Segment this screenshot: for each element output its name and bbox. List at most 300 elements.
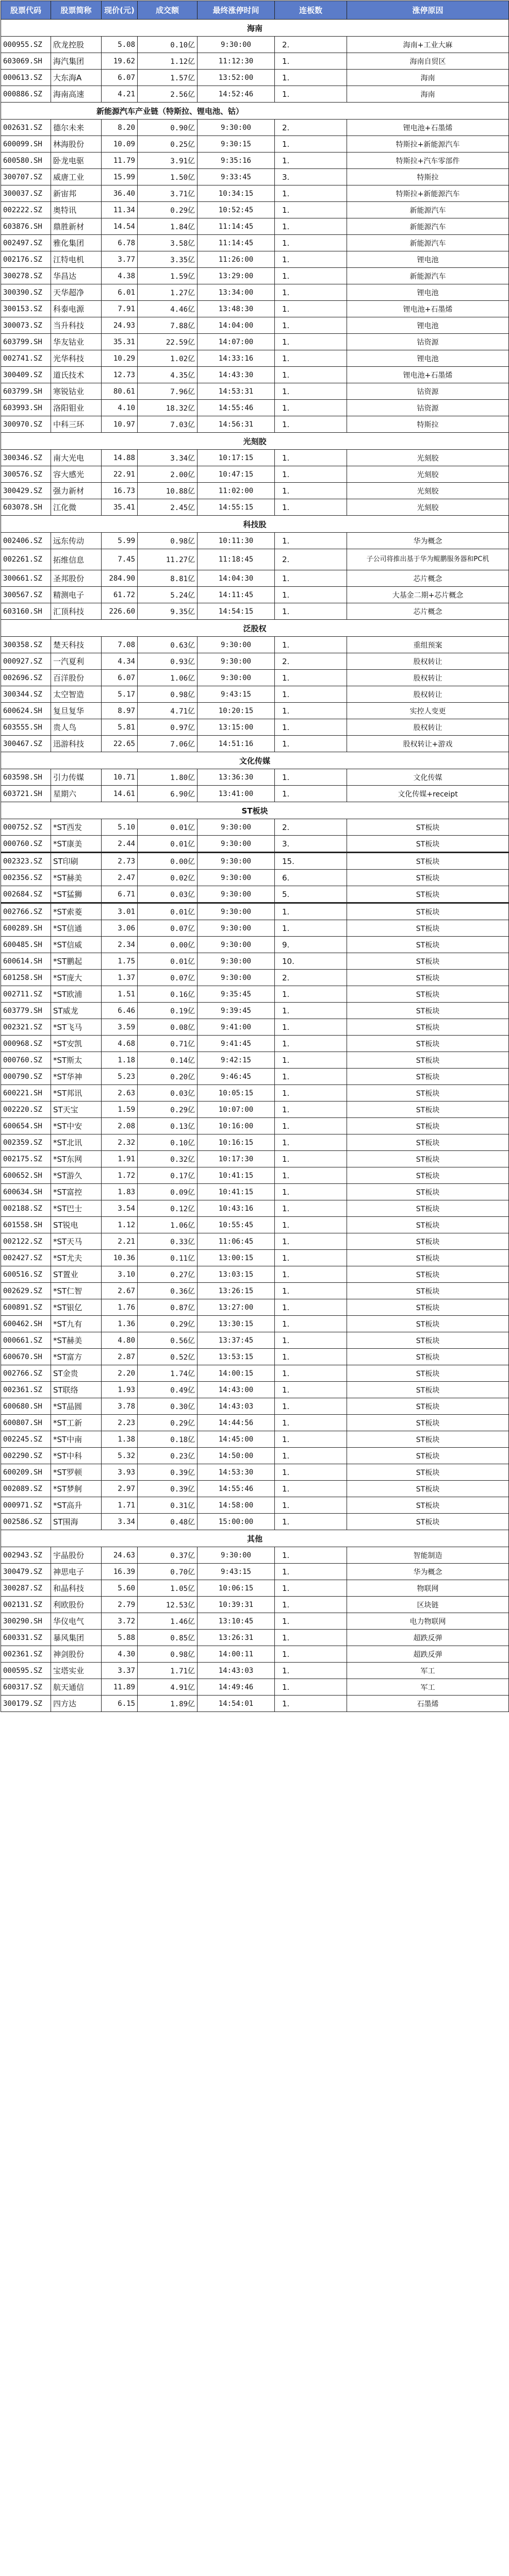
final-limit-time-cell: 13:15:00 [198,719,275,736]
limit-reason-cell: 大基金二期+芯片概念 [347,587,509,603]
final-limit-time-cell: 10:47:15 [198,466,275,483]
stock-name-cell: 科泰电源 [51,301,102,317]
final-limit-time-cell: 9:30:00 [198,853,275,870]
current-price-cell: 24.93 [102,317,138,334]
stock-code-cell: 002089.SZ [1,1481,51,1497]
stock-name-cell: 鼎胜新材 [51,218,102,235]
final-limit-time-cell: 13:26:31 [198,1630,275,1646]
stock-name-cell: 一汽夏利 [51,653,102,670]
limit-reason-cell: ST板块 [347,1200,509,1217]
turnover-cell: 0.63亿 [138,637,198,653]
turnover-cell: 1.06亿 [138,1217,198,1233]
stock-code-cell: 300576.SZ [1,466,51,483]
consecutive-boards-cell: 15. [275,853,347,870]
stock-code-cell: 600099.SH [1,136,51,152]
consecutive-boards-cell: 1. [275,235,347,251]
table-row [1,1382,509,1398]
limit-reason-cell: ST板块 [347,1184,509,1200]
limit-reason-cell: ST板块 [347,1514,509,1530]
turnover-cell: 0.00亿 [138,853,198,870]
final-limit-time-cell: 11:18:45 [198,549,275,570]
limit-reason-cell: 海南 [347,70,509,86]
turnover-cell: 4.35亿 [138,367,198,383]
consecutive-boards-cell: 1. [275,1052,347,1069]
final-limit-time-cell: 10:06:15 [198,1580,275,1597]
current-price-cell: 8.97 [102,703,138,719]
current-price-cell: 1.59 [102,1101,138,1118]
stock-code-cell: 600221.SH [1,1085,51,1101]
turnover-cell: 1.27亿 [138,284,198,301]
turnover-cell: 0.29亿 [138,1316,198,1332]
limit-reason-cell: ST板块 [347,1365,509,1382]
limit-reason-cell: 新能源汽车 [347,268,509,284]
limit-reason-cell: ST板块 [347,1069,509,1085]
stock-code-cell: 002361.SZ [1,1646,51,1663]
section-title: 光刻胶 [1,433,509,450]
current-price-cell: 24.63 [102,1547,138,1564]
current-price-cell: 4.38 [102,268,138,284]
stock-code-cell: 300287.SZ [1,1580,51,1597]
consecutive-boards-cell: 6. [275,870,347,886]
table-row [1,853,509,870]
table-row [1,284,509,301]
final-limit-time-cell: 13:26:15 [198,1283,275,1299]
current-price-cell: 6.71 [102,886,138,903]
stock-code-cell: 300037.SZ [1,185,51,202]
table-row [1,1200,509,1217]
stock-name-cell: 神思电子 [51,1564,102,1580]
limit-reason-cell: 锂电池 [347,350,509,367]
limit-reason-cell: ST板块 [347,819,509,836]
current-price-cell: 2.63 [102,1085,138,1101]
stock-name-cell: ST印刷 [51,853,102,870]
table-row [1,268,509,284]
stock-code-cell: 300073.SZ [1,317,51,334]
final-limit-time-cell: 14:04:00 [198,317,275,334]
limit-reason-cell: 锂电池 [347,284,509,301]
stock-name-cell: 利欧股份 [51,1597,102,1613]
stock-code-cell: 002321.SZ [1,1019,51,1036]
stock-code-cell: 603598.SH [1,769,51,786]
stock-name-cell: *ST天马 [51,1233,102,1250]
table-row [1,1349,509,1365]
turnover-cell: 1.71亿 [138,1663,198,1679]
final-limit-time-cell: 9:46:45 [198,1069,275,1085]
section-header-row [1,103,509,120]
turnover-cell: 0.00亿 [138,937,198,953]
header-price: 现价(元) [102,1,138,20]
limit-reason-cell: 军工 [347,1663,509,1679]
limit-reason-cell: 股权转让+游戏 [347,736,509,752]
current-price-cell: 2.67 [102,1283,138,1299]
turnover-cell: 2.45亿 [138,499,198,516]
limit-reason-cell: 锂电池+石墨烯 [347,301,509,317]
consecutive-boards-cell: 1. [275,268,347,284]
current-price-cell: 2.73 [102,853,138,870]
limit-reason-cell: 光刻胶 [347,483,509,499]
table-row [1,37,509,53]
table-row [1,218,509,235]
stock-code-cell: 603799.SH [1,383,51,400]
consecutive-boards-cell: 1. [275,499,347,516]
stock-name-cell: *ST梦舸 [51,1481,102,1497]
final-limit-time-cell: 13:48:30 [198,301,275,317]
limit-reason-cell: 光刻胶 [347,466,509,483]
consecutive-boards-cell: 1. [275,1481,347,1497]
table-row [1,202,509,218]
limit-reason-cell: 文化传媒 [347,769,509,786]
stock-name-cell: 江特电机 [51,251,102,268]
current-price-cell: 2.20 [102,1365,138,1382]
table-row [1,603,509,620]
final-limit-time-cell: 14:43:03 [198,1398,275,1415]
stock-code-cell: 000760.SZ [1,836,51,853]
stock-code-cell: 300346.SZ [1,450,51,466]
limit-reason-cell: 海南+工业大麻 [347,37,509,53]
table-row [1,1398,509,1415]
final-limit-time-cell: 14:52:46 [198,86,275,103]
limit-reason-cell: ST板块 [347,1283,509,1299]
final-limit-time-cell: 14:00:15 [198,1365,275,1382]
table-row [1,483,509,499]
table-row [1,1332,509,1349]
table-row [1,152,509,169]
stock-code-cell: 600516.SZ [1,1266,51,1283]
consecutive-boards-cell: 1. [275,1233,347,1250]
turnover-cell: 0.97亿 [138,719,198,736]
consecutive-boards-cell: 3. [275,836,347,853]
consecutive-boards-cell: 1. [275,367,347,383]
consecutive-boards-cell: 1. [275,637,347,653]
stock-name-cell: *ST尤夫 [51,1250,102,1266]
table-row [1,1365,509,1382]
final-limit-time-cell: 9:30:00 [198,120,275,136]
stock-code-cell: 601558.SH [1,1217,51,1233]
current-price-cell: 16.39 [102,1564,138,1580]
stock-code-cell: 002361.SZ [1,1382,51,1398]
turnover-cell: 3.91亿 [138,152,198,169]
stock-code-cell: 603160.SH [1,603,51,620]
table-row [1,1630,509,1646]
current-price-cell: 3.37 [102,1663,138,1679]
section-header-row [1,752,509,769]
header-code: 股票代码 [1,1,51,20]
consecutive-boards-cell: 1. [275,703,347,719]
turnover-cell: 11.27亿 [138,549,198,570]
section-header-row [1,620,509,637]
table-row [1,1481,509,1497]
final-limit-time-cell: 9:42:15 [198,1052,275,1069]
stock-code-cell: 002943.SZ [1,1547,51,1564]
table-row [1,400,509,416]
consecutive-boards-cell: 1. [275,587,347,603]
table-row [1,251,509,268]
limit-reason-cell: ST板块 [347,1250,509,1266]
final-limit-time-cell: 14:00:11 [198,1646,275,1663]
current-price-cell: 7.45 [102,549,138,570]
turnover-cell: 1.06亿 [138,670,198,686]
turnover-cell: 10.88亿 [138,483,198,499]
limit-reason-cell: 军工 [347,1679,509,1696]
final-limit-time-cell: 9:30:00 [198,953,275,970]
table-row [1,570,509,587]
current-price-cell: 4.10 [102,400,138,416]
current-price-cell: 5.99 [102,533,138,549]
table-row [1,1514,509,1530]
turnover-cell: 7.06亿 [138,736,198,752]
limit-reason-cell: ST板块 [347,1398,509,1415]
limit-reason-cell: 钴资源 [347,383,509,400]
consecutive-boards-cell: 1. [275,1266,347,1283]
consecutive-boards-cell: 1. [275,86,347,103]
final-limit-time-cell: 9:30:00 [198,819,275,836]
stock-name-cell: 当升科技 [51,317,102,334]
table-row [1,450,509,466]
final-limit-time-cell: 9:41:00 [198,1019,275,1036]
turnover-cell: 0.93亿 [138,653,198,670]
final-limit-time-cell: 13:27:00 [198,1299,275,1316]
turnover-cell: 0.18亿 [138,1431,198,1448]
final-limit-time-cell: 14:53:31 [198,383,275,400]
turnover-cell: 0.09亿 [138,1184,198,1200]
consecutive-boards-cell: 9. [275,937,347,953]
final-limit-time-cell: 14:55:46 [198,1481,275,1497]
turnover-cell: 1.50亿 [138,169,198,185]
final-limit-time-cell: 9:30:00 [198,836,275,853]
stock-name-cell: 海汽集团 [51,53,102,70]
current-price-cell: 3.59 [102,1019,138,1036]
table-row [1,653,509,670]
header-final-limit-time: 最终涨停时间 [198,1,275,20]
current-price-cell: 1.71 [102,1497,138,1514]
table-row [1,1646,509,1663]
stock-code-cell: 000661.SZ [1,1332,51,1349]
current-price-cell: 16.73 [102,483,138,499]
stock-name-cell: *ST工新 [51,1415,102,1431]
stock-name-cell: *ST中科 [51,1448,102,1464]
limit-reason-cell: 实控人变更 [347,703,509,719]
stock-code-cell: 600807.SH [1,1415,51,1431]
current-price-cell: 11.89 [102,1679,138,1696]
stock-name-cell: 容大感光 [51,466,102,483]
table-row [1,1036,509,1052]
current-price-cell: 2.23 [102,1415,138,1431]
section-title: 海南 [1,20,509,37]
turnover-cell: 2.00亿 [138,466,198,483]
current-price-cell: 1.12 [102,1217,138,1233]
stock-code-cell: 002188.SZ [1,1200,51,1217]
limit-reason-cell: ST板块 [347,970,509,986]
current-price-cell: 22.91 [102,466,138,483]
turnover-cell: 0.10亿 [138,37,198,53]
stock-name-cell: 道氏技术 [51,367,102,383]
current-price-cell: 226.60 [102,603,138,620]
limit-up-table-sheet [1,1,508,1712]
stock-code-cell: 002245.SZ [1,1431,51,1448]
final-limit-time-cell: 9:35:16 [198,152,275,169]
limit-reason-cell: 重组预案 [347,637,509,653]
turnover-cell: 0.02亿 [138,870,198,886]
stock-name-cell: 天华超净 [51,284,102,301]
consecutive-boards-cell: 1. [275,1200,347,1217]
table-row [1,819,509,836]
consecutive-boards-cell: 1. [275,1299,347,1316]
current-price-cell: 10.97 [102,416,138,433]
final-limit-time-cell: 13:41:00 [198,786,275,802]
table-row [1,1547,509,1564]
stock-name-cell: *ST信威 [51,937,102,953]
turnover-cell: 0.52亿 [138,1349,198,1365]
table-row [1,1217,509,1233]
current-price-cell: 6.78 [102,235,138,251]
limit-reason-cell: ST板块 [347,870,509,886]
limit-reason-cell: 华为概念 [347,1564,509,1580]
table-row [1,1580,509,1597]
limit-reason-cell: 石墨烯 [347,1696,509,1712]
turnover-cell: 0.01亿 [138,903,198,920]
stock-code-cell: 600317.SZ [1,1679,51,1696]
consecutive-boards-cell: 1. [275,416,347,433]
stock-code-cell: 600670.SH [1,1349,51,1365]
stock-name-cell: *ST高升 [51,1497,102,1514]
limit-reason-cell: ST板块 [347,1266,509,1283]
consecutive-boards-cell: 1. [275,1085,347,1101]
final-limit-time-cell: 14:44:56 [198,1415,275,1431]
limit-reason-cell: ST板块 [347,953,509,970]
stock-code-cell: 002406.SZ [1,533,51,549]
current-price-cell: 3.72 [102,1613,138,1630]
limit-reason-cell: ST板块 [347,1167,509,1184]
consecutive-boards-cell: 1. [275,1398,347,1415]
stock-code-cell: 603078.SH [1,499,51,516]
stock-code-cell: 603779.SH [1,1003,51,1019]
stock-code-cell: 300479.SZ [1,1564,51,1580]
stock-code-cell: 002696.SZ [1,670,51,686]
turnover-cell: 7.96亿 [138,383,198,400]
limit-reason-cell: 锂电池+石墨烯 [347,367,509,383]
current-price-cell: 10.09 [102,136,138,152]
turnover-cell: 3.34亿 [138,450,198,466]
table-row [1,1597,509,1613]
stock-name-cell: 拓维信息 [51,549,102,570]
table-row [1,870,509,886]
table-row [1,1663,509,1679]
turnover-cell: 0.33亿 [138,1233,198,1250]
turnover-cell: 0.29亿 [138,202,198,218]
section-title: 新能源汽车产业链（特斯拉、锂电池、钴） [1,103,509,120]
turnover-cell: 0.31亿 [138,1497,198,1514]
final-limit-time-cell: 11:12:30 [198,53,275,70]
limit-reason-cell: 新能源汽车 [347,202,509,218]
final-limit-time-cell: 9:41:45 [198,1036,275,1052]
turnover-cell: 5.24亿 [138,587,198,603]
final-limit-time-cell: 9:43:15 [198,686,275,703]
stock-name-cell: 寒锐钴业 [51,383,102,400]
final-limit-time-cell: 13:37:45 [198,1332,275,1349]
consecutive-boards-cell: 1. [275,1464,347,1481]
turnover-cell: 0.12亿 [138,1200,198,1217]
stock-name-cell: *ST巴士 [51,1200,102,1217]
turnover-cell: 0.87亿 [138,1299,198,1316]
turnover-cell: 3.71亿 [138,185,198,202]
consecutive-boards-cell: 1. [275,1283,347,1299]
section-header-row [1,802,509,819]
consecutive-boards-cell: 1. [275,1101,347,1118]
final-limit-time-cell: 14:43:30 [198,367,275,383]
stock-code-cell: 600580.SH [1,152,51,169]
turnover-cell: 0.32亿 [138,1151,198,1167]
table-row [1,1101,509,1118]
stock-name-cell: *ST华神 [51,1069,102,1085]
consecutive-boards-cell: 2. [275,970,347,986]
turnover-cell: 0.39亿 [138,1464,198,1481]
table-row [1,986,509,1003]
stock-name-cell: *ST信通 [51,920,102,937]
final-limit-time-cell: 14:33:16 [198,350,275,367]
turnover-cell: 0.07亿 [138,970,198,986]
consecutive-boards-cell: 1. [275,136,347,152]
current-price-cell: 3.54 [102,1200,138,1217]
stock-code-cell: 000613.SZ [1,70,51,86]
current-price-cell: 7.08 [102,637,138,653]
turnover-cell: 0.25亿 [138,136,198,152]
stock-code-cell: 300429.SZ [1,483,51,499]
limit-reason-cell: 电力物联网 [347,1613,509,1630]
consecutive-boards-cell: 1. [275,1415,347,1431]
turnover-cell: 0.98亿 [138,686,198,703]
limit-reason-cell: 区块链 [347,1597,509,1613]
stock-code-cell: 000955.SZ [1,37,51,53]
limit-reason-cell: 特斯拉+新能源汽车 [347,136,509,152]
limit-reason-cell: 芯片概念 [347,603,509,620]
consecutive-boards-cell: 1. [275,1365,347,1382]
table-row [1,637,509,653]
stock-name-cell: *ST索菱 [51,903,102,920]
turnover-cell: 0.30亿 [138,1398,198,1415]
stock-code-cell: 601258.SH [1,970,51,986]
table-row [1,903,509,920]
stock-name-cell: 复旦复华 [51,703,102,719]
limit-reason-cell: ST板块 [347,1415,509,1431]
current-price-cell: 6.46 [102,1003,138,1019]
stock-name-cell: *ST西发 [51,819,102,836]
stock-code-cell: 002631.SZ [1,120,51,136]
stock-code-cell: 603993.SH [1,400,51,416]
turnover-cell: 0.29亿 [138,1415,198,1431]
limit-reason-cell: ST板块 [347,1316,509,1332]
consecutive-boards-cell: 1. [275,1217,347,1233]
stock-code-cell: 002741.SZ [1,350,51,367]
stock-name-cell: 江化微 [51,499,102,516]
current-price-cell: 3.77 [102,251,138,268]
stock-code-cell: 300707.SZ [1,169,51,185]
stock-code-cell: 002175.SZ [1,1151,51,1167]
consecutive-boards-cell: 1. [275,251,347,268]
current-price-cell: 1.75 [102,953,138,970]
turnover-cell: 0.01亿 [138,819,198,836]
limit-reason-cell: 钴资源 [347,400,509,416]
consecutive-boards-cell: 2. [275,653,347,670]
final-limit-time-cell: 11:02:00 [198,483,275,499]
final-limit-time-cell: 13:03:15 [198,1266,275,1283]
current-price-cell: 284.90 [102,570,138,587]
consecutive-boards-cell: 1. [275,1613,347,1630]
section-header-row [1,1530,509,1547]
limit-reason-cell: ST板块 [347,1382,509,1398]
table-row [1,1052,509,1069]
turnover-cell: 1.02亿 [138,350,198,367]
current-price-cell: 61.72 [102,587,138,603]
